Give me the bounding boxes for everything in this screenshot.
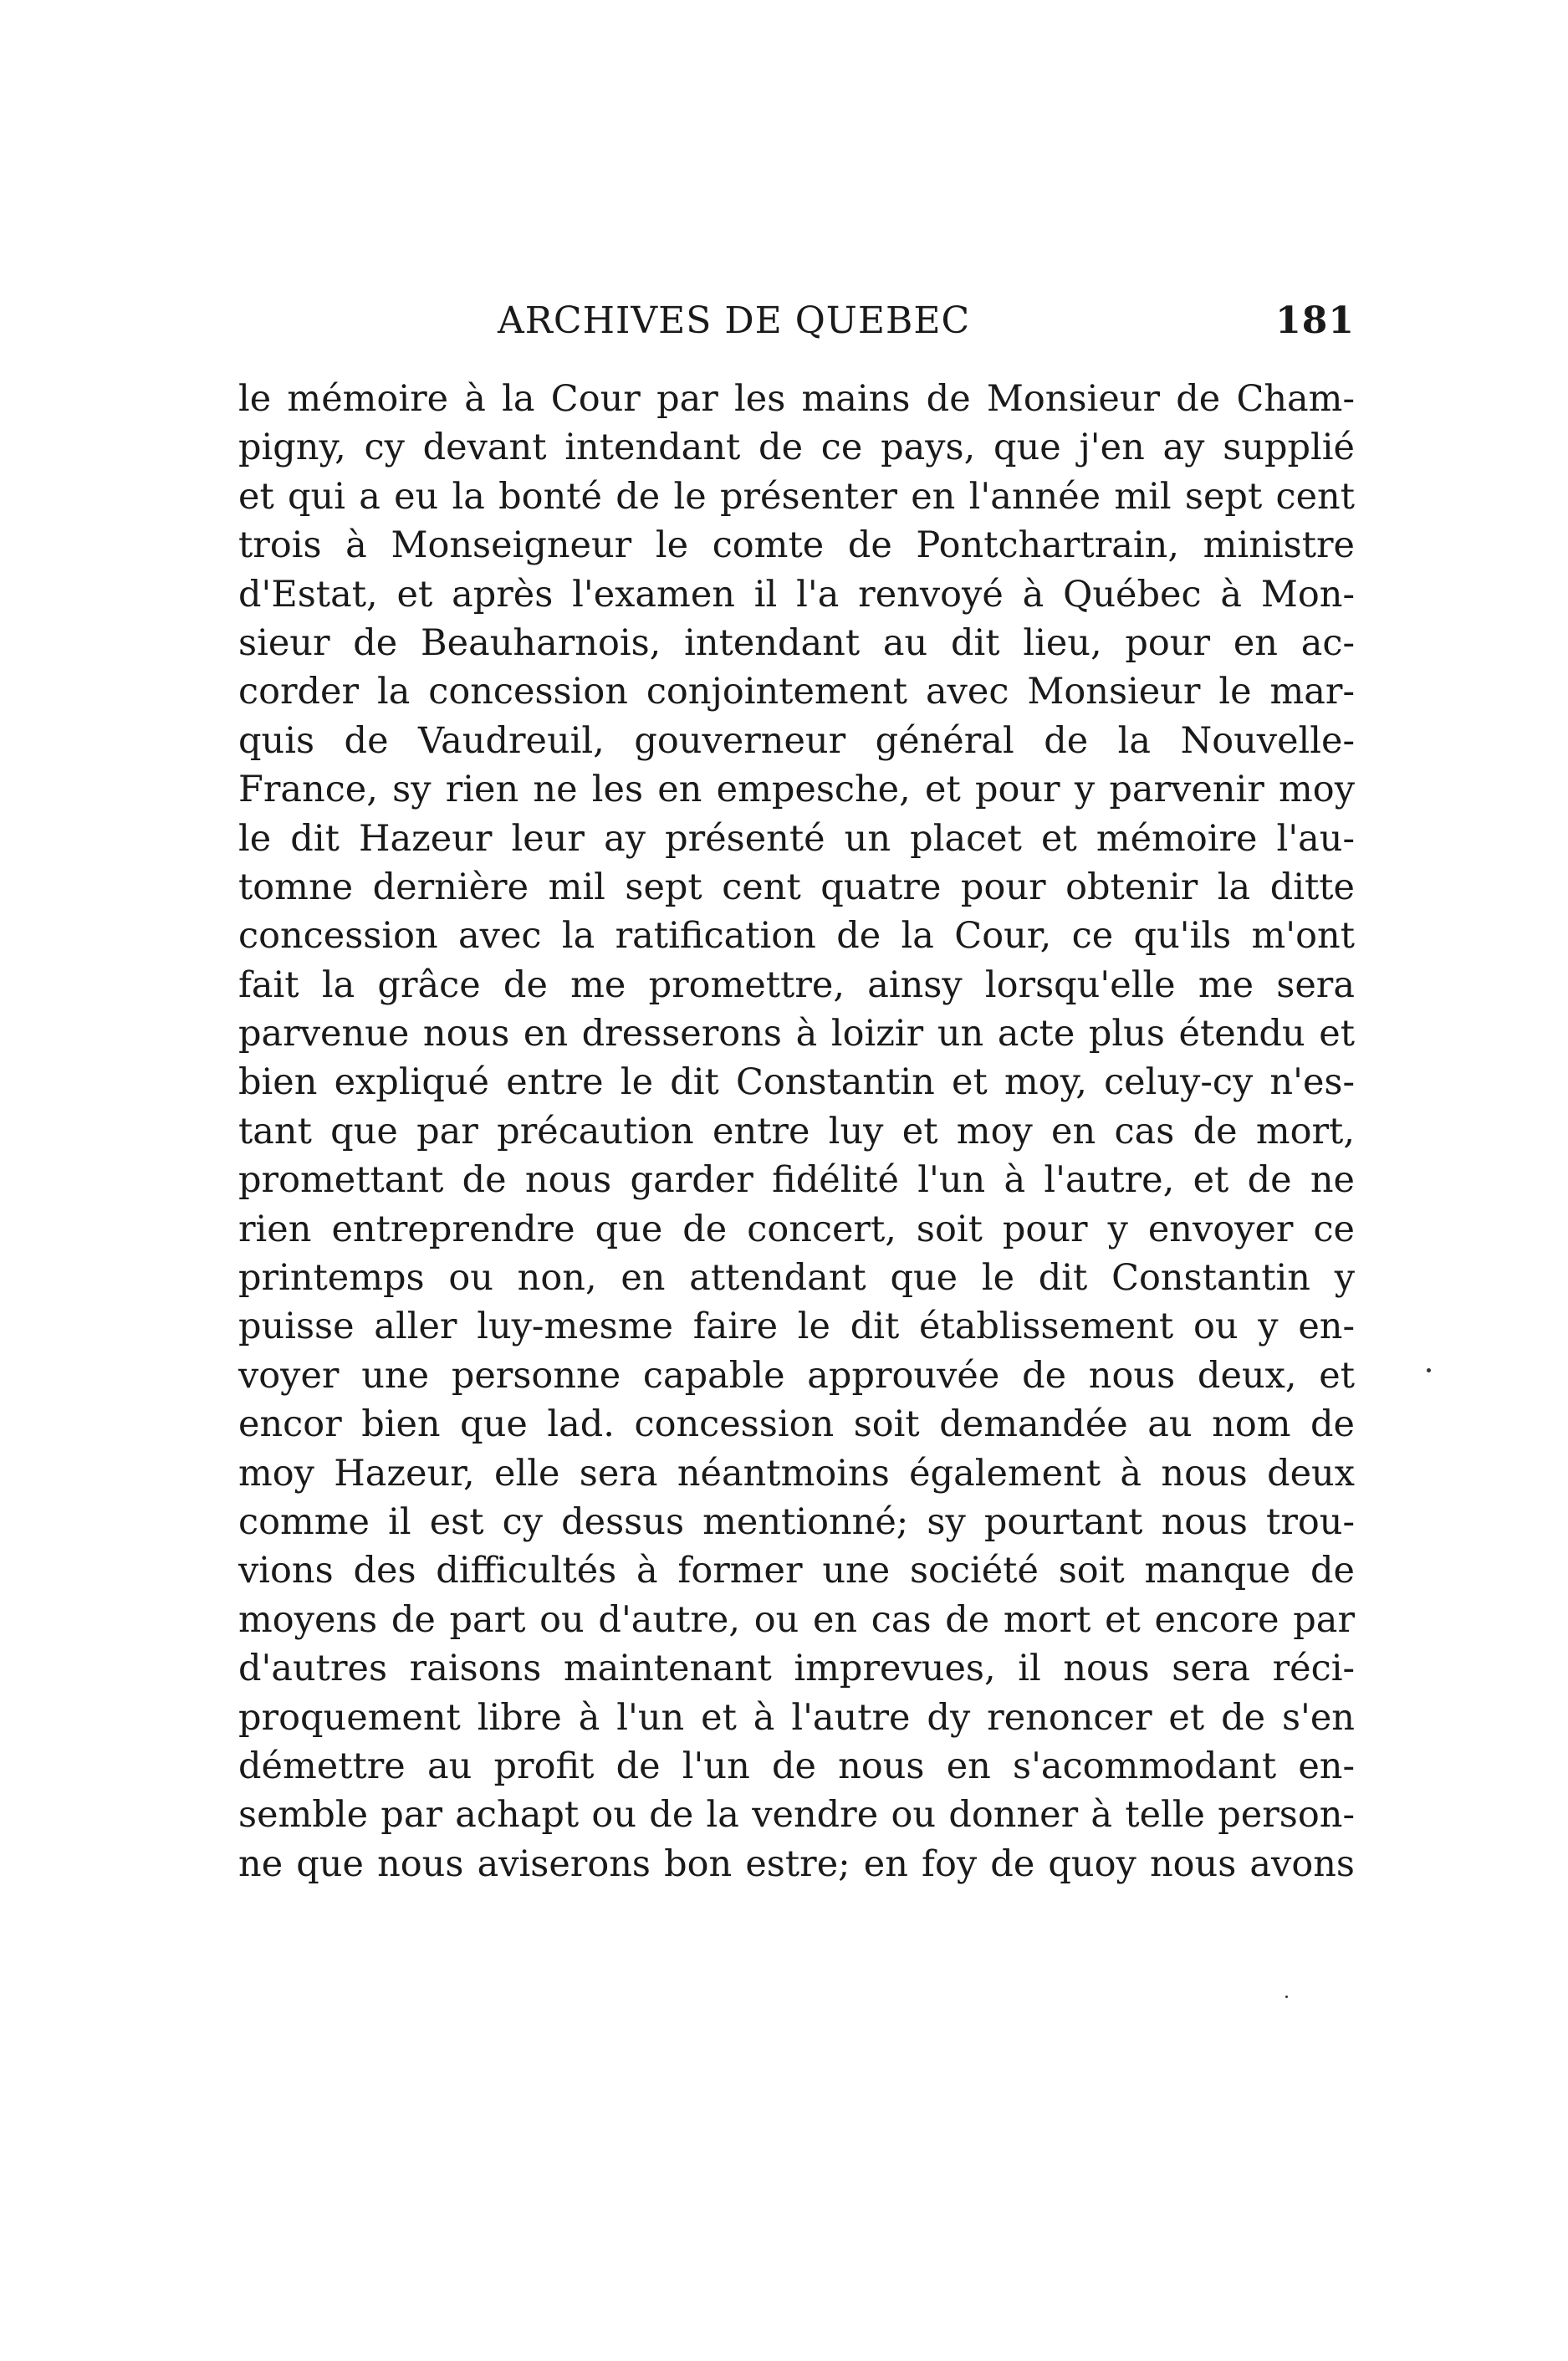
text-line: démettre au profit de l'un de nous en s'acommodant en- [238, 1745, 1355, 1787]
text-line: ne que nous aviserons bon estre; en foy de quoy nous avons [238, 1842, 1355, 1885]
body-text [238, 375, 1355, 1888]
text-line: d'autres raisons maintenant imprevues, il nous sera réci- [238, 1648, 1355, 1690]
text-line: printemps ou non, en attendant que le dit Constantin y [238, 1257, 1355, 1300]
text-line: promettant de nous garder fidélité l'un à l'autre, et de ne [238, 1159, 1355, 1202]
text-line: quis de Vaudreuil, gouverneur général de la Nouvelle- [238, 719, 1355, 762]
text-line: encor bien que lad. concession soit demandée au nom de [238, 1403, 1355, 1446]
text-line: proquement libre à l'un et à l'autre dy renoncer et de s'en [238, 1696, 1355, 1739]
text-line: voyer une personne capable approuvée de nous deux, et [238, 1354, 1355, 1397]
text-line: le mémoire à la Cour par les mains de Monsieur de Cham- [238, 378, 1355, 420]
text-line: puisse aller luy-mesme faire le dit établissement ou y en- [238, 1306, 1355, 1348]
text-line: rien entreprendre que de concert, soit pour y envoyer ce [238, 1208, 1355, 1250]
text-line: concession avec la ratification de la Cour, ce qu'ils m'ont [238, 915, 1355, 958]
text-line: et qui a eu la bonté de le présenter en l'année mil sept cent [238, 475, 1355, 518]
text-line: sieur de Beauharnois, intendant au dit lieu, pour en ac- [238, 621, 1355, 664]
text-line: corder la concession conjointement avec Monsieur le mar- [238, 671, 1355, 713]
running-title: ARCHIVES DE QUEBEC [498, 299, 971, 342]
text-line: tomne dernière mil sept cent quatre pour obtenir la ditte [238, 866, 1355, 908]
scan-speck [1285, 1996, 1288, 1998]
scan-speck [1427, 1368, 1431, 1372]
text-line: vions des difficultés à former une société soit manque de [238, 1550, 1355, 1592]
text-line: France, sy rien ne les en empesche, et pour y parvenir moy [238, 769, 1355, 811]
running-head [238, 299, 1355, 350]
text-line: parvenue nous en dresserons à loizir un acte plus étendu et [238, 1013, 1355, 1055]
text-line: bien expliqué entre le dit Constantin et moy, celuy-cy n'es- [238, 1061, 1355, 1104]
text-line: fait la grâce de me promettre, ainsy lorsqu'elle me sera [238, 963, 1355, 1006]
text-line: trois à Monseigneur le comte de Pontchartrain, ministre [238, 524, 1355, 567]
text-line: moy Hazeur, elle sera néantmoins également à nous deux [238, 1452, 1355, 1495]
text-line: pigny, cy devant intendant de ce pays, que j'en ay supplié [238, 427, 1355, 469]
text-line: tant que par précaution entre luy et moy en cas de mort, [238, 1110, 1355, 1152]
text-line: d'Estat, et après l'examen il l'a renvoyé à Québec à Mon- [238, 573, 1355, 616]
text-line: semble par achapt ou de la vendre ou donner à telle person- [238, 1794, 1355, 1837]
page-number: 181 [1275, 299, 1355, 342]
text-line: moyens de part ou d'autre, ou en cas de mort et encore par [238, 1598, 1355, 1641]
text-line: le dit Hazeur leur ay présenté un placet et mémoire l'au- [238, 817, 1355, 860]
text-line: comme il est cy dessus mentionné; sy pourtant nous trou- [238, 1500, 1355, 1543]
